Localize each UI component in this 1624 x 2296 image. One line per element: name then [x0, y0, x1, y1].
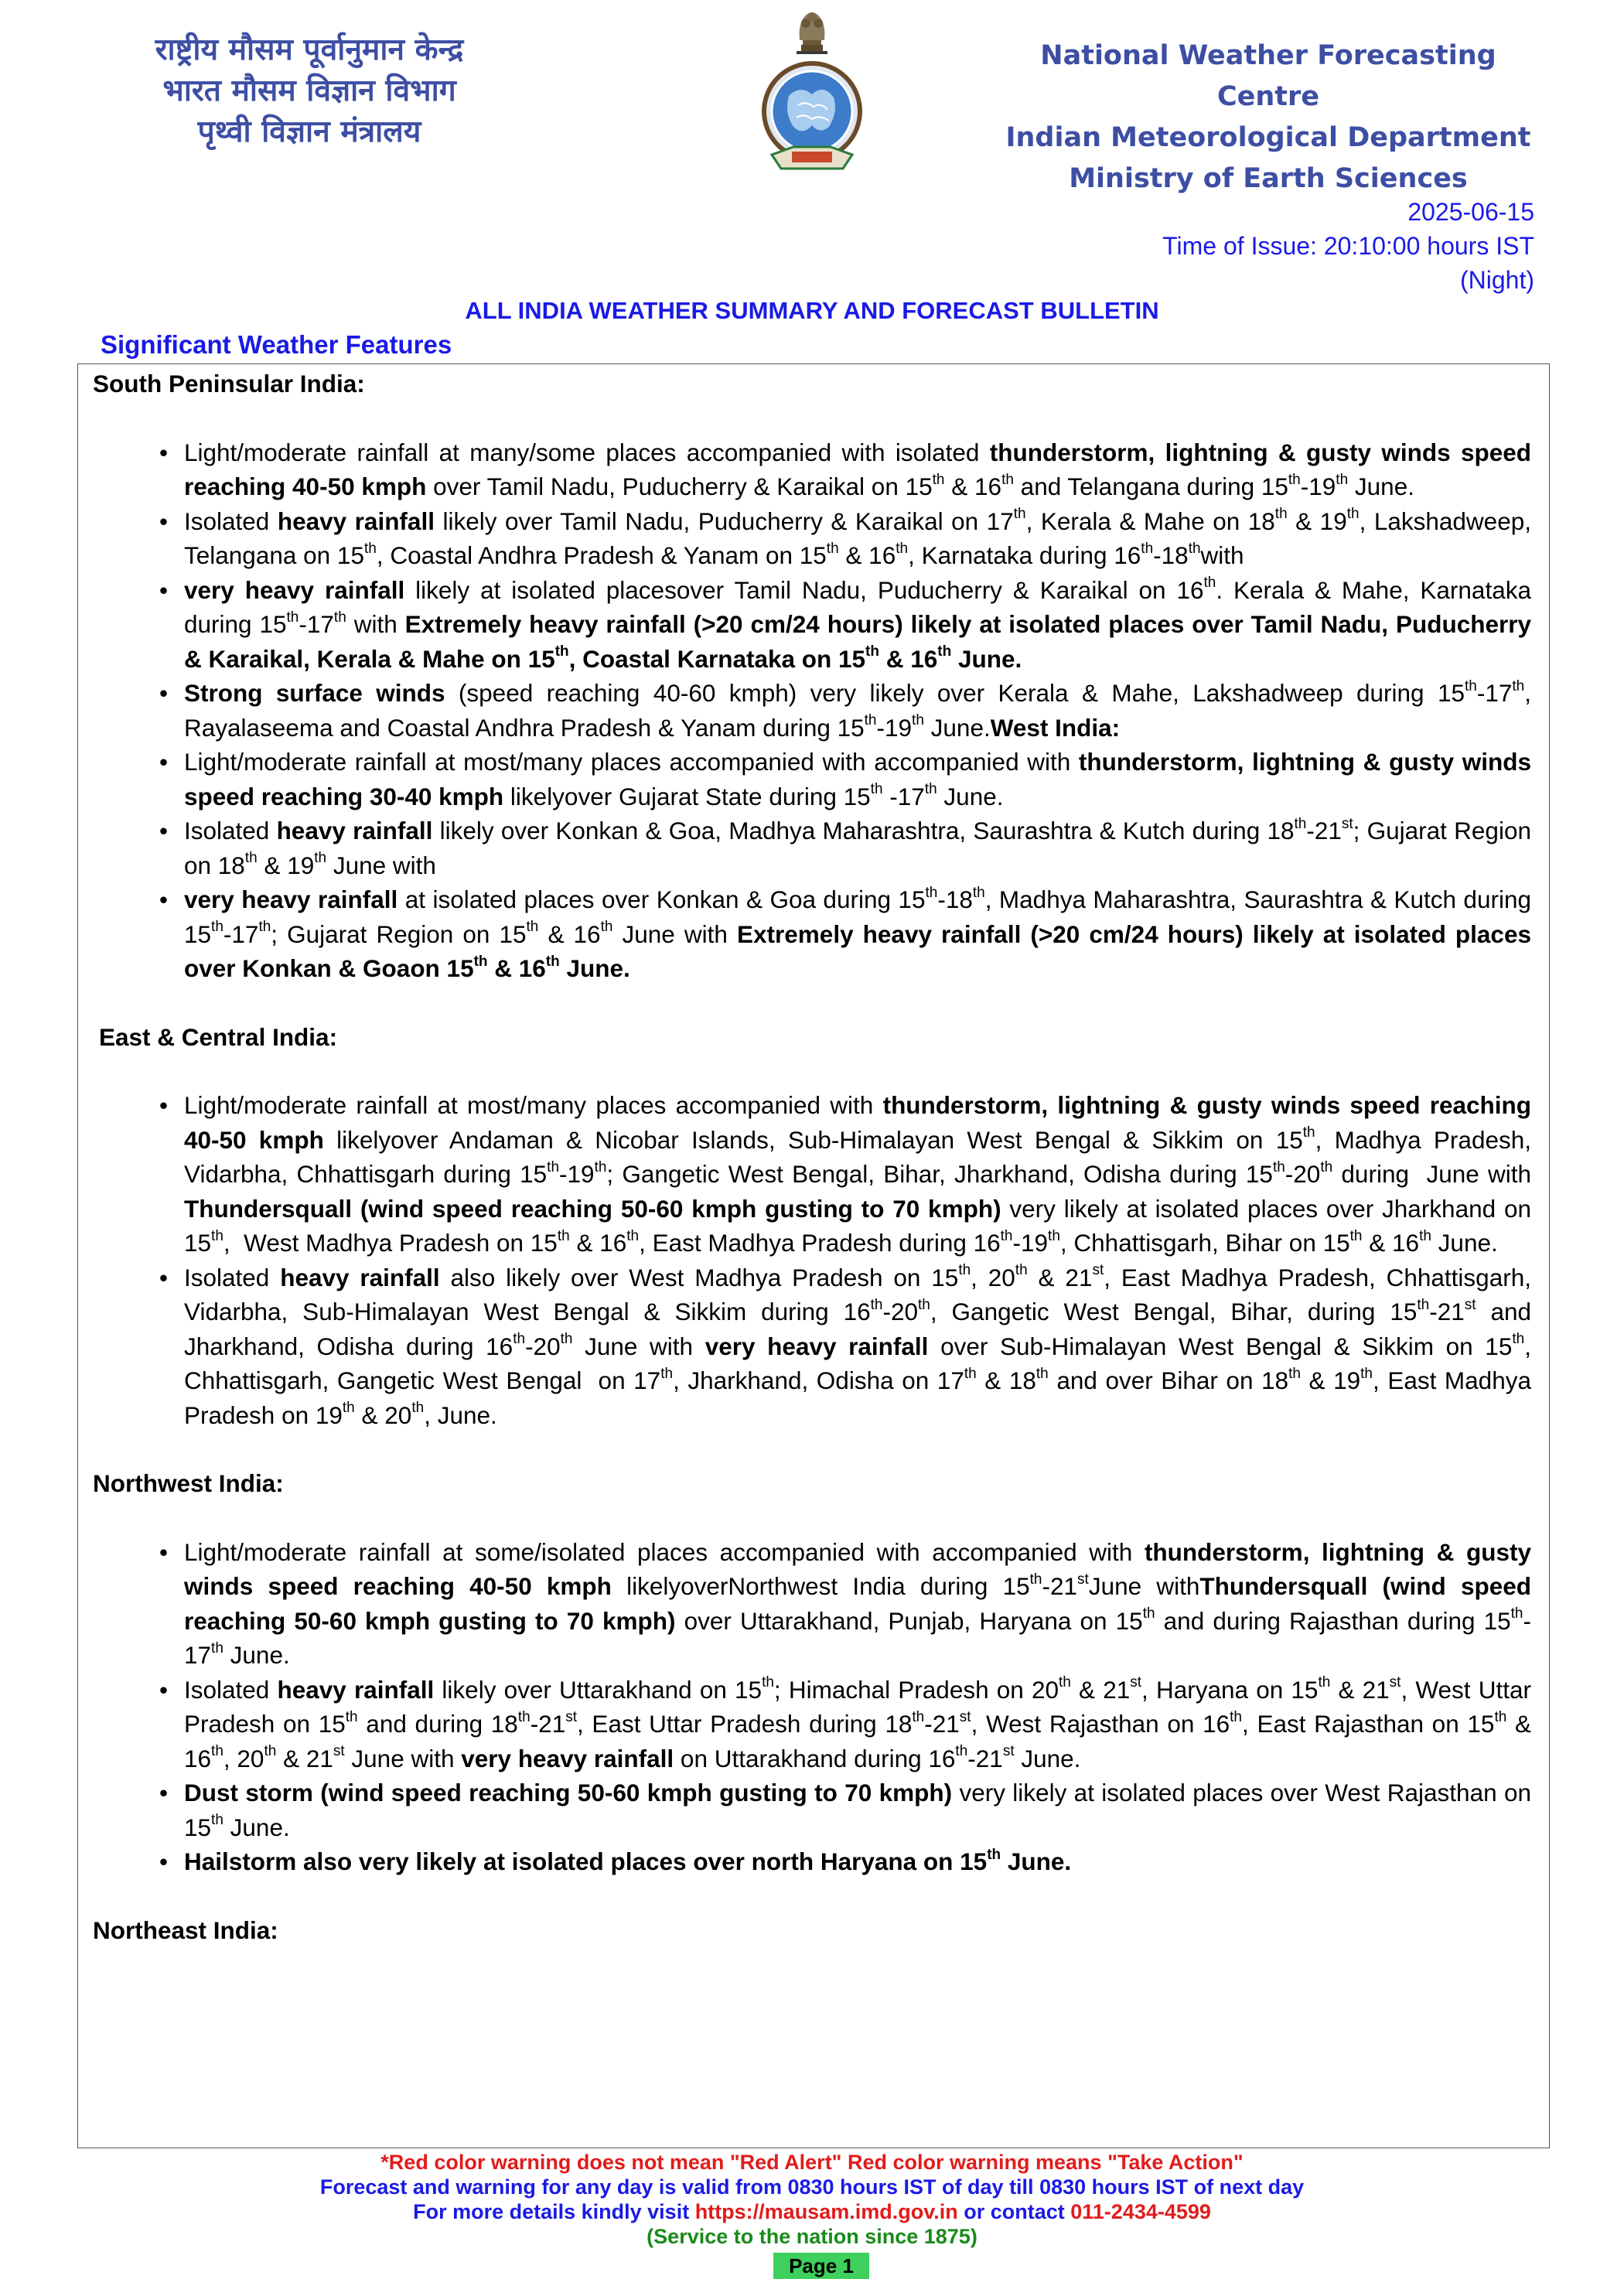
english-header-line: Indian Meteorological Department — [1005, 122, 1531, 153]
hindi-header — [101, 29, 518, 152]
section-heading: East & Central India: — [99, 1022, 338, 1051]
issue-date: 2025-06-15 — [1407, 198, 1534, 226]
bullet-item: • Light/moderate rainfall at most/many places accompanied with accompanied with thunderstorm, lightning & gusty winds speed reaching 30-40 kmph likelyover Gujarat State during 15th -17th June. — [93, 745, 1531, 814]
footer-contact-prefix: For more details kindly visit — [413, 2200, 695, 2223]
section-heading: South Peninsular India: — [93, 370, 365, 397]
bullet-list — [93, 435, 1531, 986]
bullet-item: • Hailstorm also very likely at isolated places over north Haryana on 15th June. — [93, 1844, 1531, 1879]
english-header-line: National Weather Forecasting Centre — [1040, 40, 1496, 112]
page-number-badge: Page 1 — [773, 2253, 869, 2279]
bullet-item: • Light/moderate rainfall at some/isolated places accompanied with accompanied with thunderstorm, lightning & gusty winds speed reaching 40-50 kmph likelyoverNorthwest India during 15th-21stJune withThundersquall (wind speed reaching 50-60 kmph gusting to 70 kmph) over Uttarakhand, Punjab, Haryana on 15th and during Rajasthan during 15th-17th June. — [93, 1535, 1531, 1673]
contact-phone: 011-2434-4599 — [1070, 2200, 1211, 2223]
english-header-line: Ministry of Earth Sciences — [1069, 163, 1468, 194]
bullet-item: • Isolated heavy rainfall likely over Tamil Nadu, Puducherry & Karaikal on 17th, Kerala & Mahe on 18th & 19th, Lakshadweep, Telangana on 15th, Coastal Andhra Pradesh & Yanam on 15th & 16th, Karnataka during 16th-18thwith — [93, 504, 1531, 573]
issue-time: Time of Issue: 20:10:00 hours IST — [1162, 232, 1534, 260]
hindi-header-line: पृथ्वी विज्ञान मंत्रालय — [197, 114, 421, 149]
bullet-item: • Strong surface winds (speed reaching 40-60 kmph) very likely over Kerala & Mahe, Lakshadweep during 15th-17th, Rayalaseema and Coastal Andhra Pradesh & Yanam during 15th-19th June.West India: — [93, 676, 1531, 745]
footer-warning-note: *Red color warning does not mean "Red Alert" Red color warning means "Take Action" — [380, 2151, 1244, 2174]
issue-period: (Night) — [1459, 266, 1534, 294]
section-heading: Northeast India: — [93, 1916, 278, 1944]
footer-service-note: (Service to the nation since 1875) — [647, 2225, 977, 2248]
weather-features — [93, 367, 1531, 1947]
bullet-item: • Isolated heavy rainfall likely over Uttarakhand on 15th; Himachal Pradesh on 20th & 21st, Haryana on 15th & 21st, West Uttar Pradesh on 15th and during 18th-21st, East Uttar Pradesh during 18th-21st, West Rajasthan on 16th, East Rajasthan on 15th & 16th, 20th & 21st June with very heavy rainfall on Uttarakhand during 16th-21st June. — [93, 1673, 1531, 1776]
english-header — [998, 36, 1539, 200]
bullet-item: • Light/moderate rainfall at most/many places accompanied with thunderstorm, lightning & gusty winds speed reaching 40-50 kmph likelyover Andaman & Nicobar Islands, Sub-Himalayan West Bengal & Sikkim on 15th, Madhya Pradesh, Vidarbha, Chhattisgarh during 15th-19th; Gangetic West Bengal, Bihar, Jharkhand, Odisha during 15th-20th during June with Thundersquall (wind speed reaching 50-60 kmph gusting to 70 kmph) very likely at isolated places over Jharkhand on 15th, West Madhya Pradesh on 15th & 16th, East Madhya Pradesh during 16th-19th, Chhattisgarh, Bihar on 15th & 16th June. — [93, 1088, 1531, 1261]
hindi-header-line: राष्ट्रीय मौसम पूर्वानुमान केन्द्र — [155, 32, 464, 67]
bullet-item: • very heavy rainfall at isolated places over Konkan & Goa during 15th-18th, Madhya Maharashtra, Saurashtra & Kutch during 15th-17th; Gujarat Region on 15th & 16th June with Extremely heavy rainfall (>20 cm/24 hours) likely at isolated places over Konkan & Goaon 15th & 16th June. — [93, 882, 1531, 986]
hindi-header-line: भारत मौसम विज्ञान विभाग — [162, 73, 456, 108]
issue-metadata — [1162, 195, 1534, 297]
bullet-list — [93, 1535, 1531, 1879]
bullet-item: • Light/moderate rainfall at many/some places accompanied with isolated thunderstorm, lightning & gusty winds speed reaching 40-50 kmph over Tamil Nadu, Puducherry & Karaikal on 15th & 16th and Telangana during 15th-19th June. — [93, 435, 1531, 504]
footer-validity-note: Forecast and warning for any day is valid from 0830 hours IST of day till 0830 hours IST of next day — [319, 2175, 1305, 2199]
website-link[interactable]: https://mausam.imd.gov.in — [694, 2200, 958, 2223]
bullet-list — [93, 1088, 1531, 1432]
footer — [0, 2150, 1624, 2249]
bulletin-title: ALL INDIA WEATHER SUMMARY AND FORECAST BULLETIN — [465, 297, 1159, 324]
bullet-item: • Dust storm (wind speed reaching 50-60 kmph gusting to 70 kmph) very likely at isolated places over West Rajasthan on 15th June. — [93, 1776, 1531, 1844]
imd-emblem-icon — [758, 3, 866, 181]
bullet-item: • Isolated heavy rainfall likely over Konkan & Goa, Madhya Maharashtra, Saurashtra & Kutch during 18th-21st; Gujarat Region on 18th & 19th June with — [93, 814, 1531, 882]
footer-contact-mid: or contact — [957, 2200, 1071, 2223]
footer-contact-line — [0, 2199, 1624, 2224]
section-title: Significant Weather Features — [101, 330, 452, 359]
bullet-item: • Isolated heavy rainfall also likely over West Madhya Pradesh on 15th, 20th & 21st, East Madhya Pradesh, Chhattisgarh, Vidarbha, Sub-Himalayan West Bengal & Sikkim during 16th-20th, Gangetic West Bengal, Bihar, during 15th-21st and Jharkhand, Odisha during 16th-20th June with very heavy rainfall over Sub-Himalayan West Bengal & Sikkim on 15th, Chhattisgarh, Gangetic West Bengal on 17th, Jharkhand, Odisha on 17th & 18th and over Bihar on 18th & 19th, East Madhya Pradesh on 19th & 20th, June. — [93, 1261, 1531, 1433]
section-heading: Northwest India: — [93, 1469, 284, 1497]
bullet-item: • very heavy rainfall likely at isolated placesover Tamil Nadu, Puducherry & Karaikal on 16th. Kerala & Mahe, Karnataka during 15th-17th with Extremely heavy rainfall (>20 cm/24 hours) likely at isolated places over Tamil Nadu, Puducherry & Karaikal, Kerala & Mahe on 15th, Coastal Karnataka on 15th & 16th June. — [93, 573, 1531, 677]
